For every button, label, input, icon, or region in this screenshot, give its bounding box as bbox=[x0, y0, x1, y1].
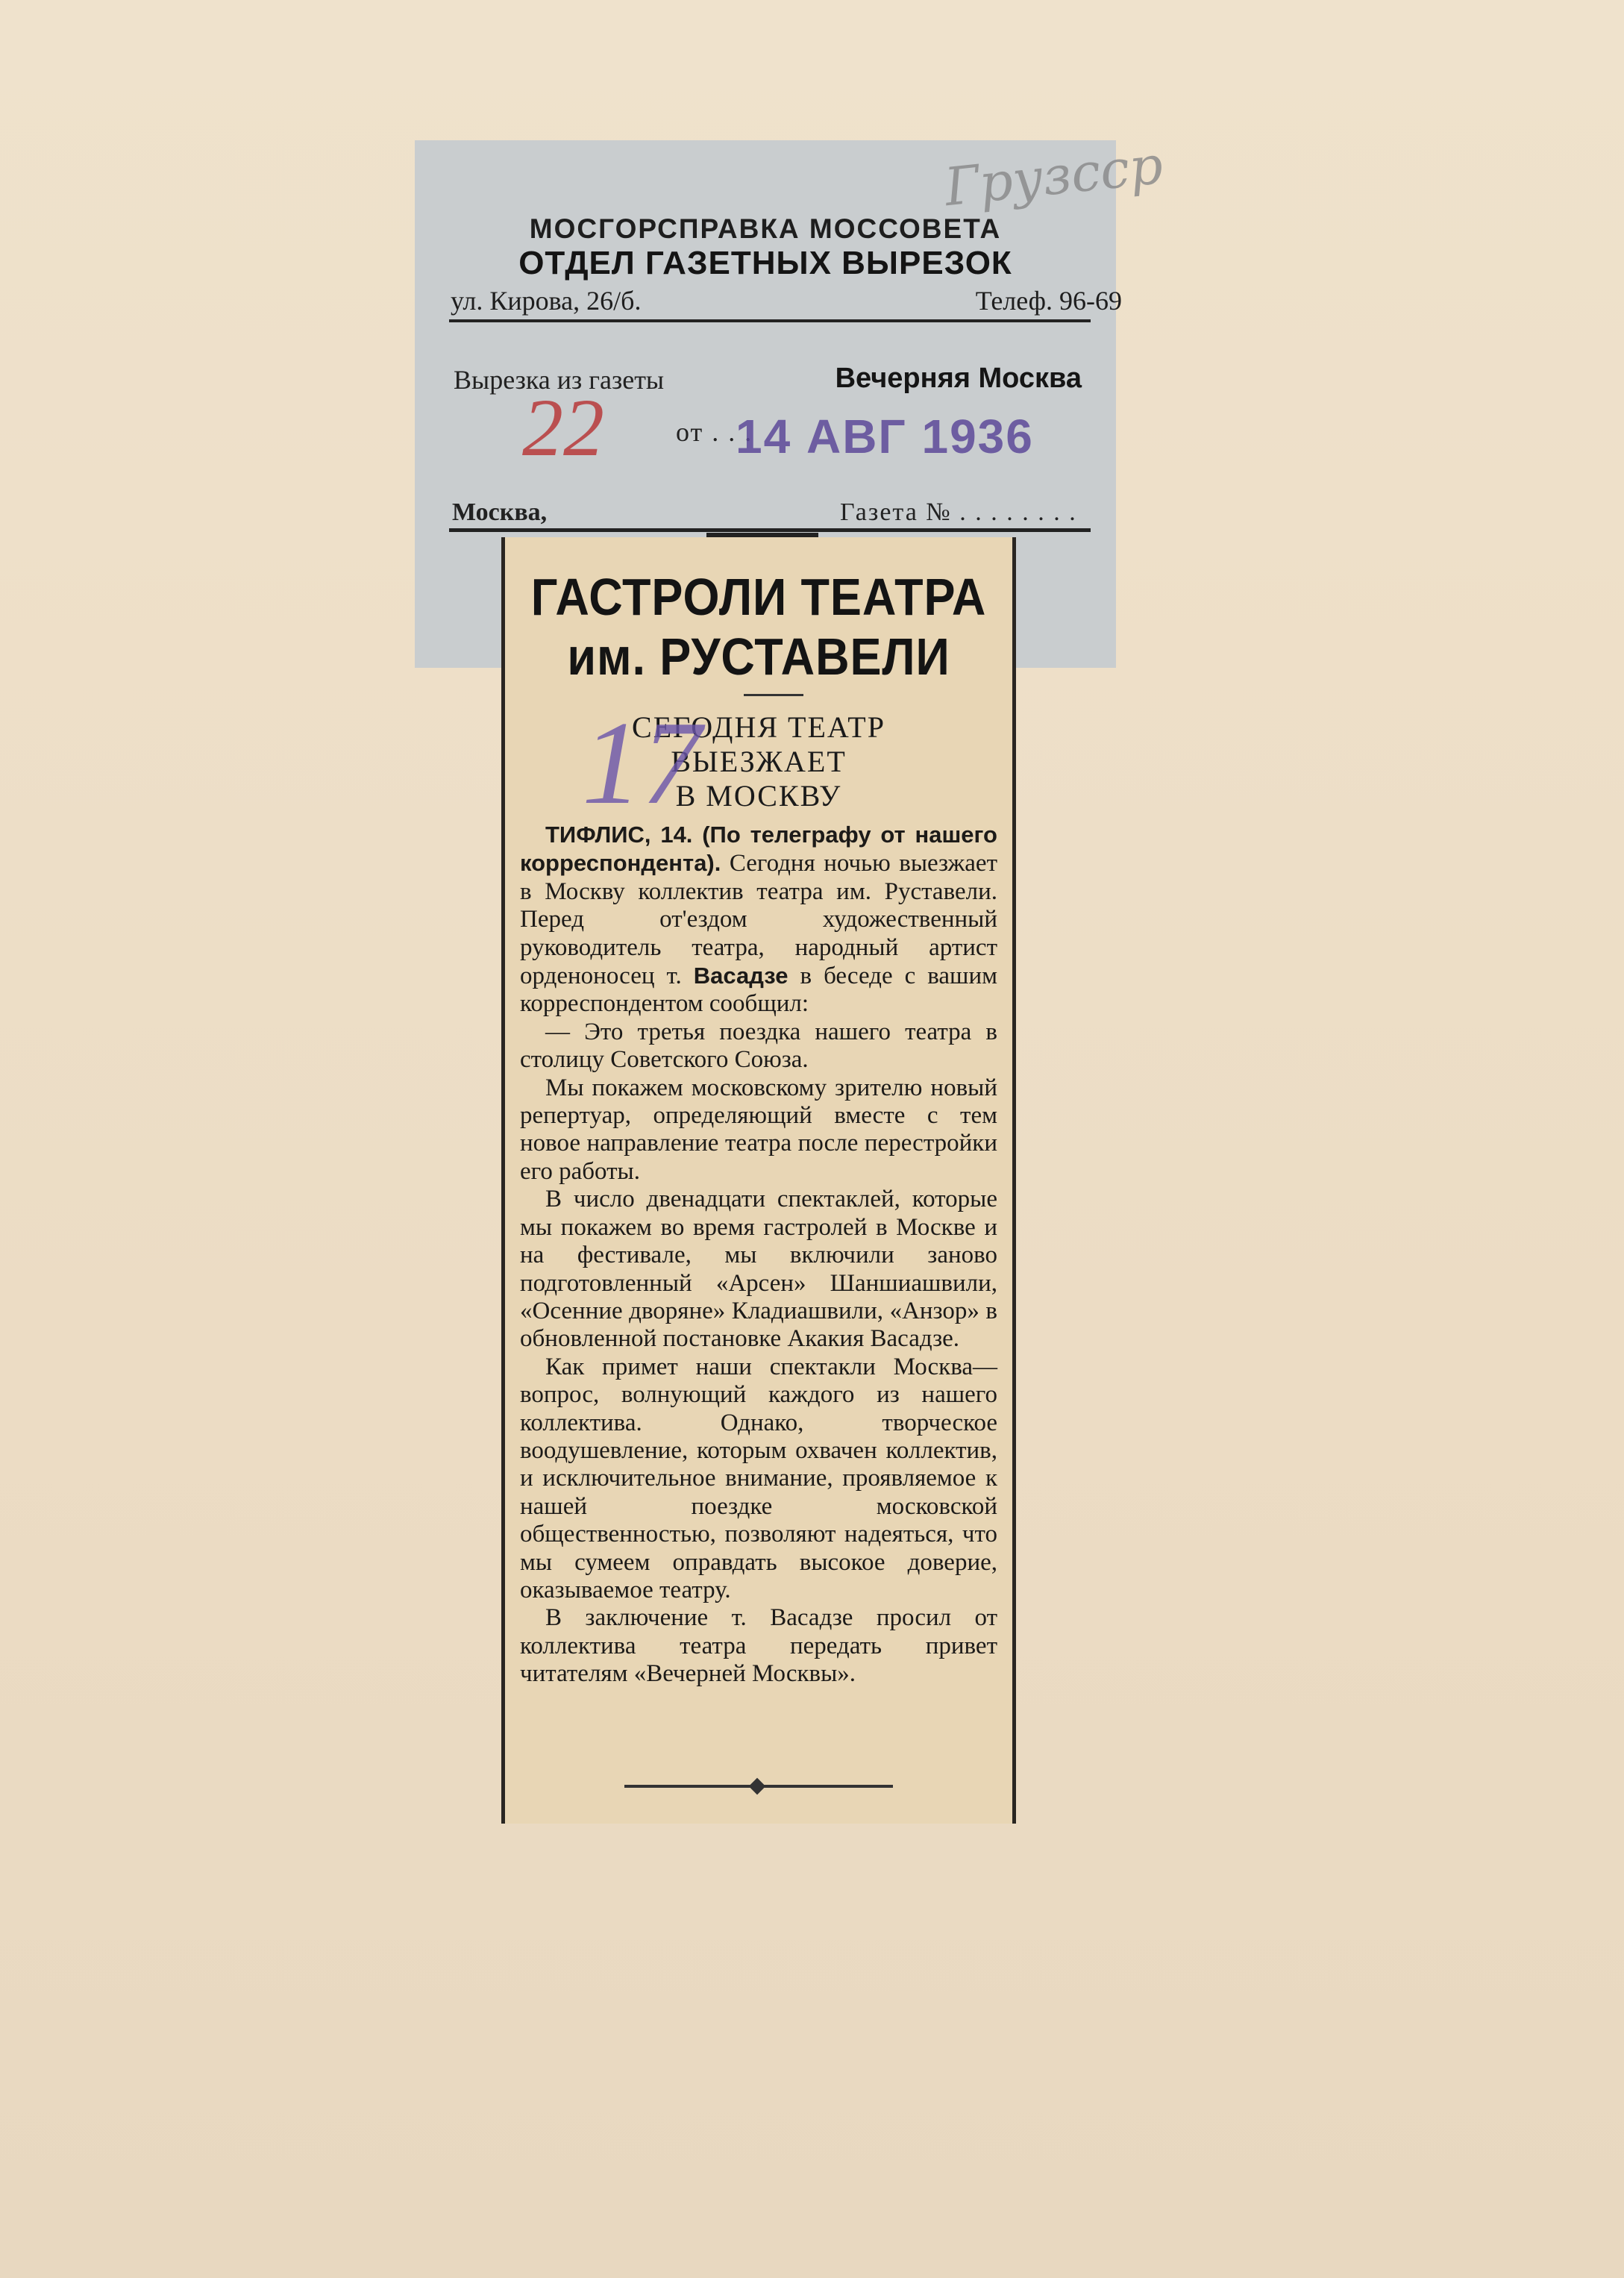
handwritten-page-number: 17 bbox=[582, 696, 701, 829]
headline-line: им. РУСТАВЕЛИ bbox=[567, 628, 950, 686]
article-paragraph: Мы покажем московскому зрителю новый репертуар, определяющий вместе с тем новое направление театра после перестройки его работы. bbox=[520, 1074, 997, 1185]
paragraph-text: Сегодня ночью выезжает в Москву коллектив театра им. Руставели. Перед от'ездом художественный руководитель театра, народный артист орденоносец т. bbox=[520, 850, 997, 990]
cut-from-label: Вырезка из газеты bbox=[454, 365, 665, 395]
person-name: Васадзе bbox=[693, 963, 789, 989]
issue-number-label: Газета № . . . . . . . . bbox=[840, 498, 1077, 526]
subheadline-line: ВЫЕЗЖАЕТ bbox=[671, 745, 847, 778]
article-paragraph: В заключение т. Васадзе просил от коллектива театра передать привет читателям «Вечерней Москвы». bbox=[520, 1604, 997, 1688]
handwritten-red-number: 22 bbox=[522, 382, 604, 473]
date-stamp: 14 АВГ 1936 bbox=[736, 410, 1034, 463]
headline-rule bbox=[744, 694, 803, 696]
city-label: Москва, bbox=[452, 498, 548, 526]
article-paragraph: — Это третья поездка нашего театра в столицу Советского Союза. bbox=[520, 1018, 997, 1074]
handwritten-note: Грузсср bbox=[941, 134, 1166, 219]
phone-number: Телеф. 96-69 bbox=[975, 286, 1122, 316]
article-paragraph: В число двенадцати спектаклей, которые мы покажем во время гастролей в Москве и на фестивале, мы включили заново подготовленный «Арсен» Шаншиашвили, «Осенние дворяне» Кладиашвили, «Анзор» в обновленной постановке Акакия Васадзе. bbox=[520, 1186, 997, 1353]
subheadline bbox=[505, 710, 1012, 813]
headline bbox=[530, 567, 987, 686]
street-address: ул. Кирова, 26/б. bbox=[451, 286, 642, 316]
divider-rule bbox=[449, 319, 1091, 322]
subheadline-line: СЕГОДНЯ ТЕАТР bbox=[632, 710, 885, 744]
address-row bbox=[451, 285, 1122, 321]
department-name: ОТДЕЛ ГАЗЕТНЫХ ВЫРЕЗОК bbox=[518, 245, 1012, 281]
ornament-rule-bottom bbox=[624, 1785, 893, 1788]
subheadline-line: В МОСКВУ bbox=[675, 779, 842, 813]
article-paragraph bbox=[520, 821, 997, 1018]
ornament-rule bbox=[706, 533, 818, 537]
divider-rule bbox=[449, 528, 1091, 532]
article-paragraph: Как примет наши спектакли Москва—вопрос, волнующий каждого из нашего коллектива. Однако, творческое воодушевление, которым охвачен коллектив, и исключительное внимание, проявляемое к нашей поездке московской общественностью, позволяют надеяться, что мы сумеем оправдать высокое доверие, оказываемое театру. bbox=[520, 1353, 997, 1603]
newspaper-clipping bbox=[501, 537, 1016, 1824]
paragraph-text: в беседе с вашим корреспондентом сообщил: bbox=[520, 963, 997, 1018]
newspaper-name: Вечерняя Москва bbox=[835, 363, 1082, 394]
dateline: ТИФЛИС, 14. (По телеграфу от нашего корреспондента). bbox=[520, 822, 997, 877]
date-prefix: от . . . bbox=[676, 417, 753, 447]
headline-line: ГАСТРОЛИ ТЕАТРА bbox=[530, 568, 987, 626]
org-name: МОСГОРСПРАВКА МОССОВЕТА bbox=[529, 213, 1002, 244]
article-body bbox=[520, 821, 997, 1689]
